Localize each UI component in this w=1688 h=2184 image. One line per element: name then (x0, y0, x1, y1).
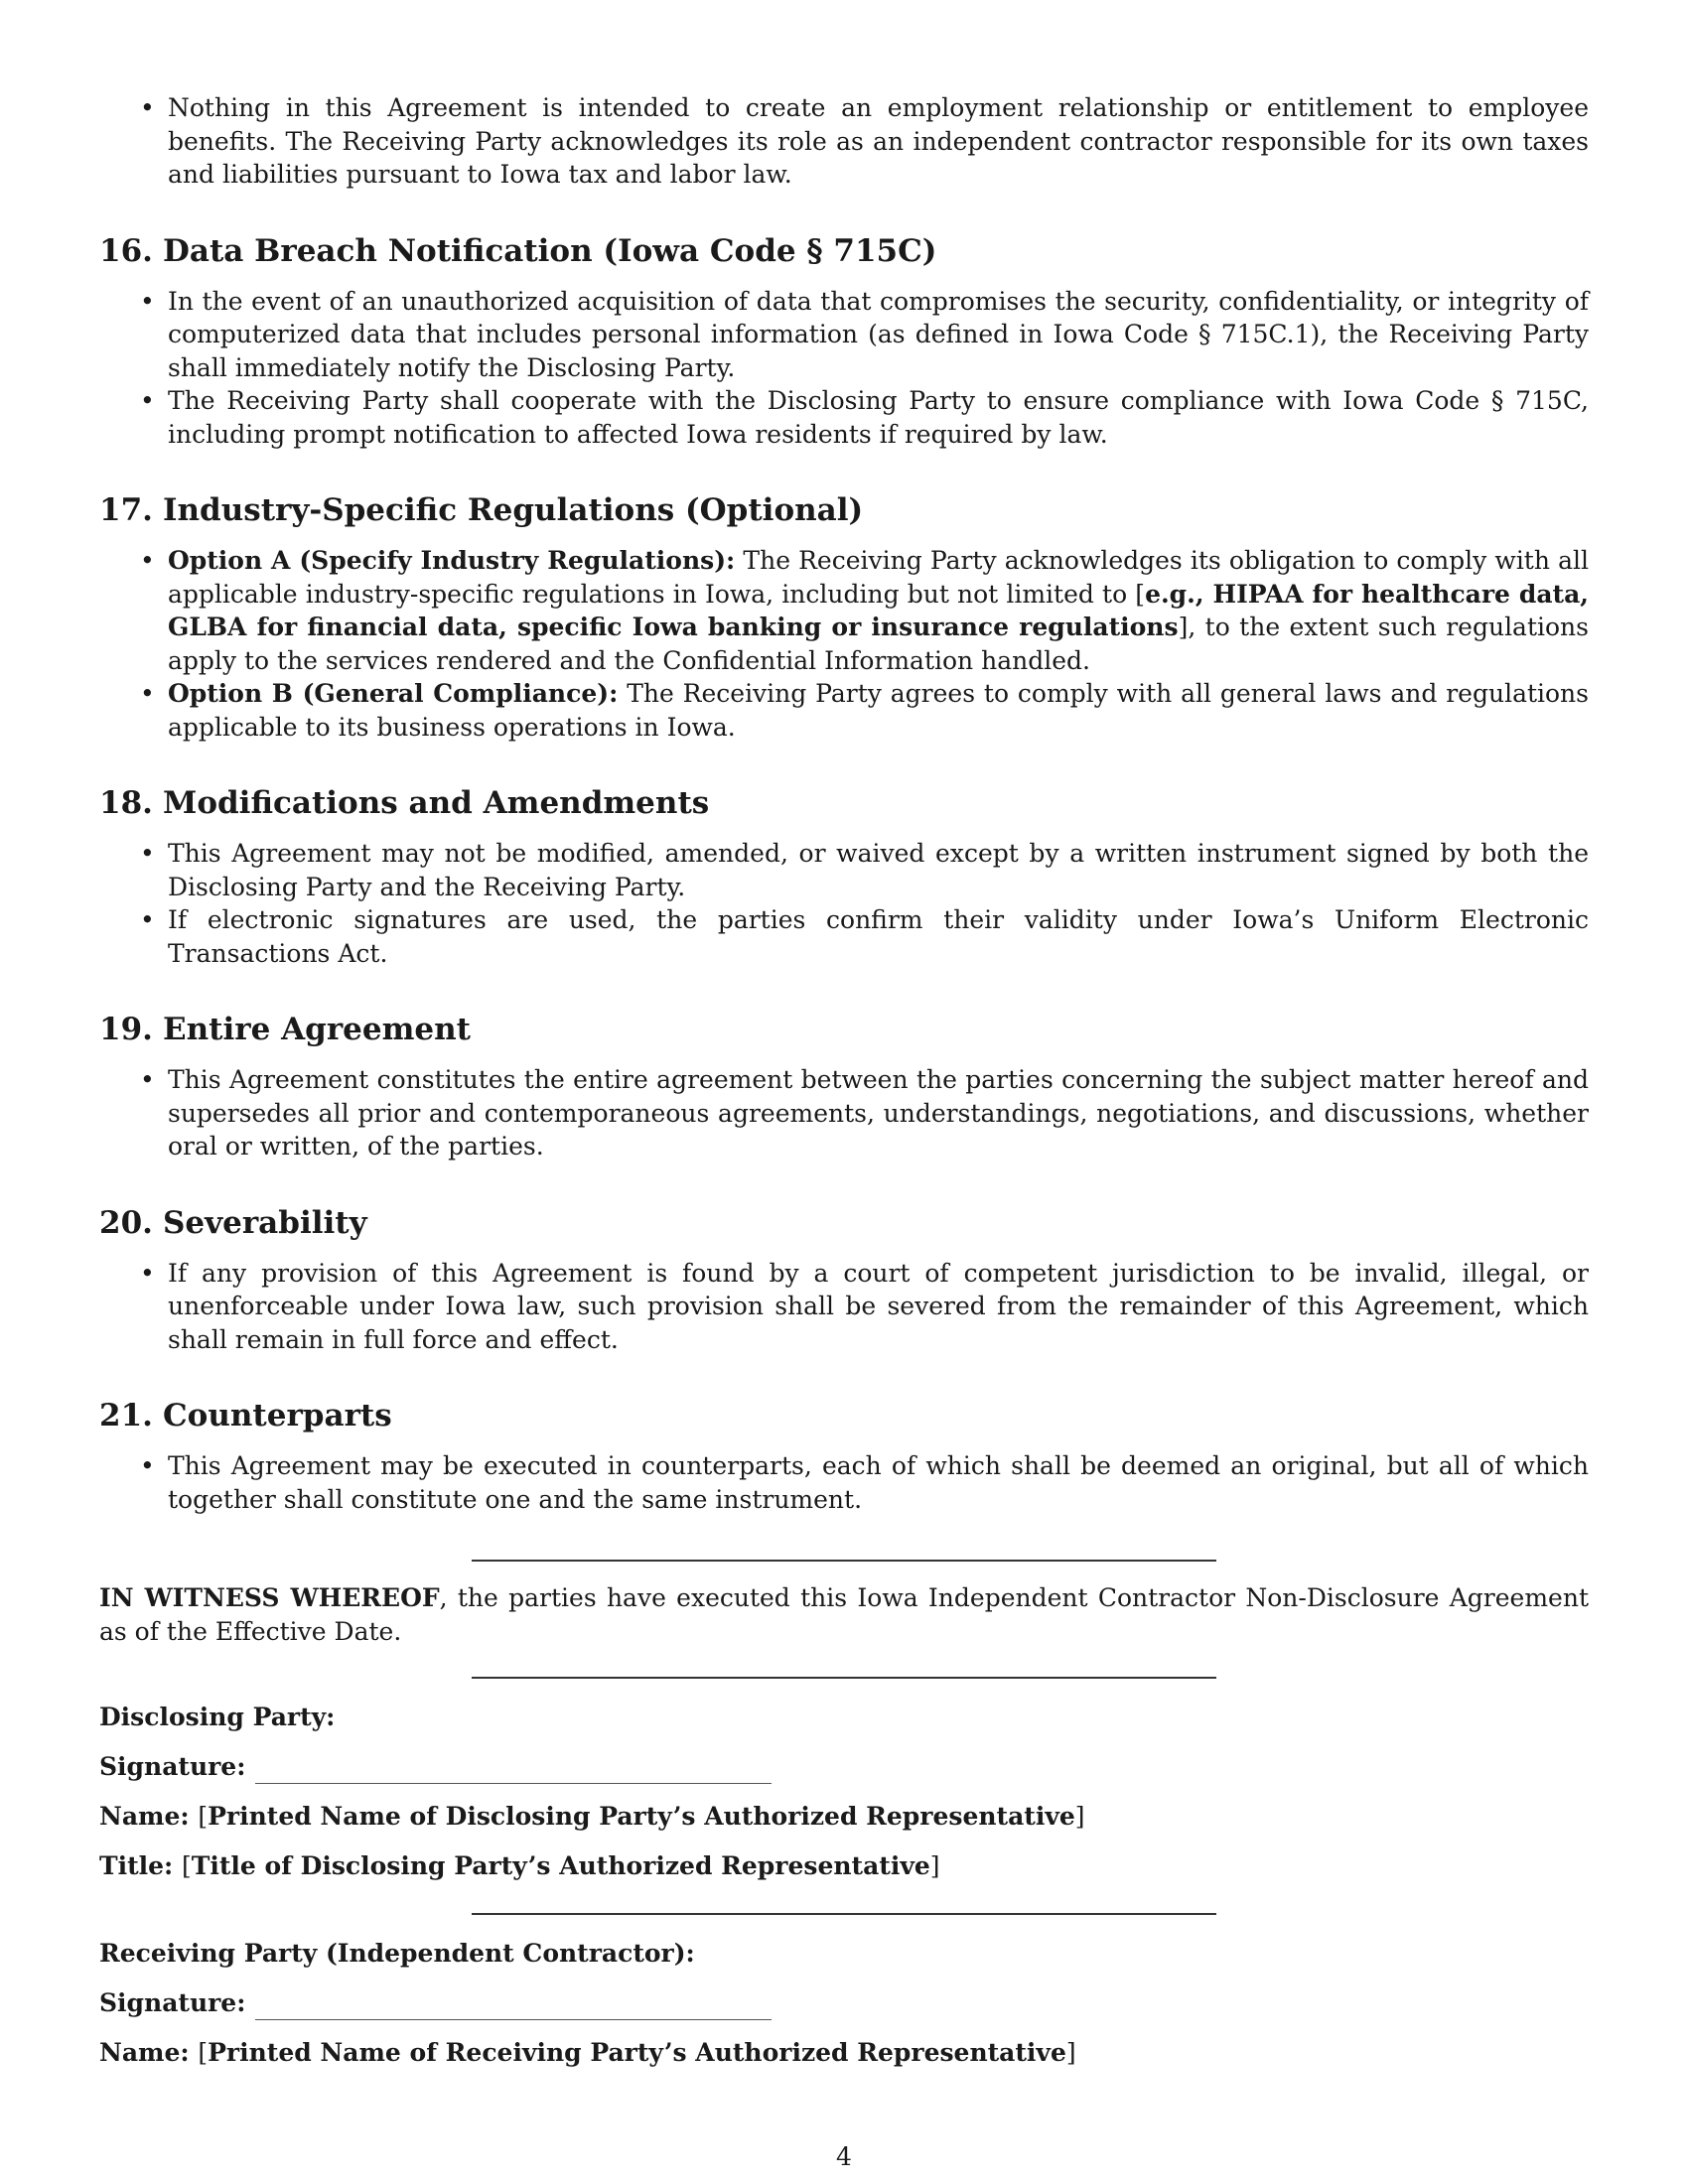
receiving-party-heading: Receiving Party (Independent Contractor): (99, 1939, 695, 1968)
list-item: • This Agreement may be executed in counterparts, each of which shall be deemed an original, but all of which together shall constitute one and the same instrument. (99, 1449, 1589, 1516)
section-number: 18. (99, 785, 153, 821)
section-number: 21. (99, 1398, 153, 1433)
signature-label: Signature: (99, 1988, 246, 2017)
list-item-option-a (99, 544, 1589, 677)
divider (472, 1913, 1216, 1915)
section-16-title (99, 231, 1589, 271)
intro-list (99, 91, 1589, 192)
option-b-text: The Receiving Party agrees to comply with all general laws and regulations applicable to its business operations in Iowa. (168, 679, 1589, 742)
receiving-signature-row (99, 1986, 1589, 2020)
section-19-title (99, 1010, 1589, 1049)
section-number: 17. (99, 492, 153, 528)
list-item: • If any provision of this Agreement is found by a court of competent jurisdiction to be invalid, illegal, or unenforceable under Iowa law, such provision shall be severed from the remainder of this Agreement, which shall remain in full force and effect. (99, 1257, 1589, 1357)
disclosing-title-value: Title of Disclosing Party’s Authorized Representative (191, 1851, 930, 1880)
bracket-open: [ (182, 1851, 192, 1880)
bracket-open: [ (1135, 579, 1146, 609)
disclosing-party-heading: Disclosing Party: (99, 1703, 336, 1731)
bracket-open: [ (198, 1802, 209, 1831)
section-21-list (99, 1449, 1589, 1516)
section-20-title (99, 1203, 1589, 1243)
section-heading: Entire Agreement (163, 1012, 471, 1047)
document-page (99, 91, 1589, 2086)
option-a-text-end: , to the extent such regulations apply to the services rendered and the Confidential Information handled. (168, 613, 1589, 675)
receiving-signature-line[interactable] (255, 1993, 772, 2020)
list-item-option-b (99, 677, 1589, 744)
section-heading: Industry-Specific Regulations (Optional) (163, 492, 864, 528)
section-number: 19. (99, 1012, 153, 1047)
title-label: Title: (99, 1851, 174, 1880)
section-heading: Data Breach Notification (Iowa Code § 715C) (163, 232, 937, 269)
receiving-party-block (99, 1937, 1589, 2070)
receiving-name-value: Printed Name of Receiving Party’s Authorized Representative (208, 2038, 1066, 2067)
section-18-title (99, 783, 1589, 823)
name-label: Name: (99, 1802, 190, 1831)
section-heading: Counterparts (163, 1398, 392, 1433)
section-heading: Severability (163, 1204, 367, 1241)
option-a-text: The Receiving Party acknowledges its obligation to comply with all applicable industry-specific regulations in Iowa, including but not limited to (168, 546, 1589, 609)
list-item: • In the event of an unauthorized acquisition of data that compromises the security, confidentiality, or integrity of computerized data that includes personal information (as defined in Iowa Code § 715C.1), the Receiving Party shall immediately notify the Disclosing Party. (99, 285, 1589, 385)
bracket-close: ] (1074, 1802, 1085, 1831)
section-number: 16. (99, 232, 153, 269)
disclosing-name-value: Printed Name of Disclosing Party’s Authorized Representative (208, 1802, 1075, 1831)
list-item: • Nothing in this Agreement is intended to create an employment relationship or entitlement to employee benefits. The Receiving Party acknowledges its role as an independent contractor responsible for its own taxes and liabilities pursuant to Iowa tax and labor law. (99, 91, 1589, 192)
disclosing-title-row (99, 1849, 1589, 1883)
witness-text: , the parties have executed this Iowa Independent Contractor Non-Disclosure Agreement as of the Effective Date. (99, 1583, 1589, 1646)
bracket-close: ] (1178, 613, 1189, 641)
disclosing-name-row (99, 1800, 1589, 1834)
list-item: • If electronic signatures are used, the parties confirm their validity under Iowa’s Uniform Electronic Transactions Act. (99, 903, 1589, 970)
section-17-title (99, 490, 1589, 530)
name-label: Name: (99, 2038, 190, 2067)
disclosing-signature-line[interactable] (255, 1757, 772, 1784)
section-21-title (99, 1396, 1589, 1435)
list-item: • The Receiving Party shall cooperate with the Disclosing Party to ensure compliance with Iowa Code § 715C, including prompt notification to affected Iowa residents if required by law. (99, 384, 1589, 451)
witness-paragraph (99, 1581, 1589, 1649)
bracket-close: ] (1065, 2038, 1076, 2067)
list-item: • This Agreement constitutes the entire agreement between the parties concerning the subject matter hereof and supersedes all prior and contemporaneous agreements, understandings, negotiations, and discussions, whether oral or written, of the parties. (99, 1063, 1589, 1163)
disclosing-signature-row (99, 1750, 1589, 1784)
section-17-list (99, 544, 1589, 744)
signature-label: Signature: (99, 1752, 246, 1781)
section-20-list (99, 1257, 1589, 1357)
bracket-close: ] (929, 1851, 940, 1880)
page-number: 4 (836, 2142, 852, 2171)
list-item: • This Agreement may not be modified, amended, or waived except by a written instrument signed by both the Disclosing Party and the Receiving Party. (99, 837, 1589, 903)
witness-lead: IN WITNESS WHEREOF (99, 1583, 440, 1612)
section-18-list (99, 837, 1589, 970)
divider (472, 1560, 1216, 1562)
option-a-placeholder: e.g., HIPAA for healthcare data, GLBA for financial data, specific Iowa banking or insurance regulations (168, 579, 1589, 641)
section-number: 20. (99, 1204, 153, 1241)
section-16-list (99, 285, 1589, 452)
section-19-list (99, 1063, 1589, 1163)
disclosing-party-block (99, 1701, 1589, 1883)
option-b-label: Option B (General Compliance): (168, 679, 619, 708)
bracket-open: [ (198, 2038, 209, 2067)
section-heading: Modifications and Amendments (163, 785, 710, 821)
divider (472, 1677, 1216, 1679)
receiving-name-row (99, 2036, 1589, 2070)
option-a-label: Option A (Specify Industry Regulations): (168, 546, 736, 575)
